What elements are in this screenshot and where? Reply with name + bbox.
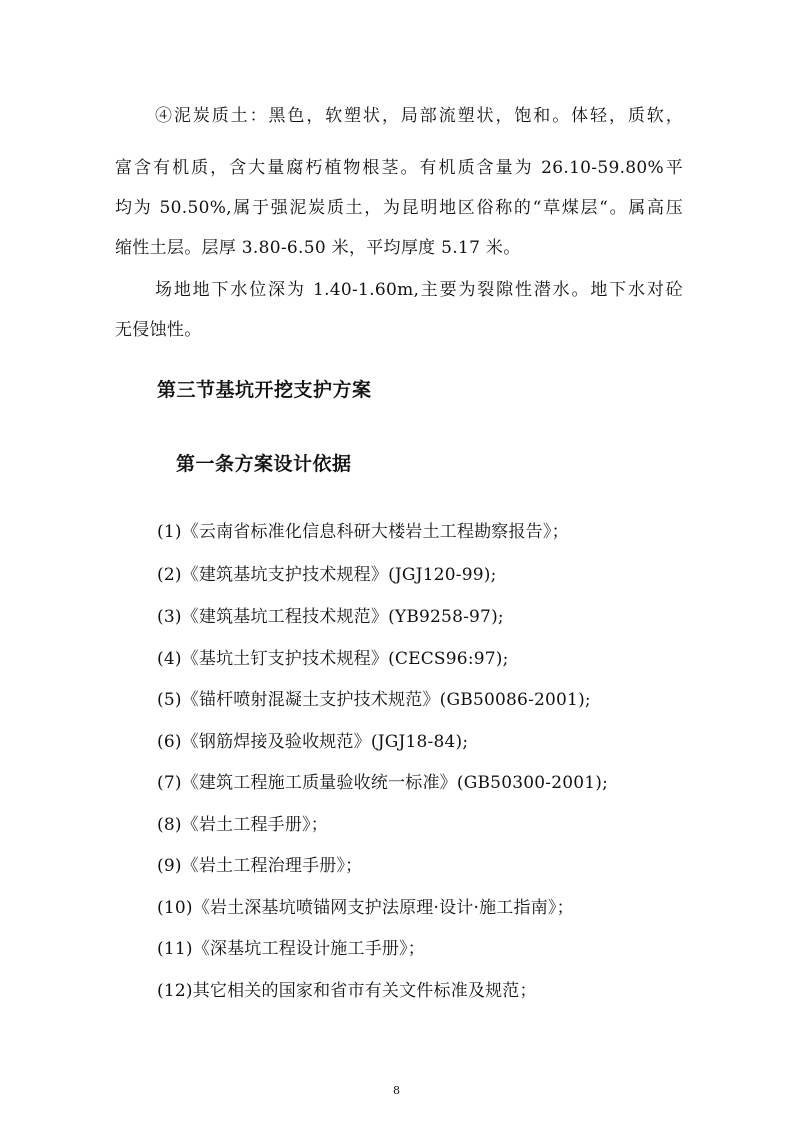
- reference-item: (10)《岩土深基坑喷锚网支护法原理·设计·施工指南》；: [157, 898, 574, 918]
- soil-layer-4-line-4: 缩性土层。层厚 3.80-6.50 米，平均厚度 5.17 米。: [115, 238, 521, 258]
- reference-item: (8)《岩土工程手册》；: [157, 815, 328, 835]
- soil-layer-4-line-2: 富含有机质，含大量腐朽植物根茎。有机质含量为 26.10-59.80%平: [115, 158, 683, 178]
- reference-item: (9)《岩土工程治理手册》；: [157, 856, 363, 876]
- reference-item: (3)《建筑基坑工程技术规范》(YB9258-97);: [157, 607, 504, 627]
- reference-item: (6)《钢筋焊接及验收规范》(JGJ18-84);: [157, 732, 469, 752]
- section-heading: 第三节基坑开挖支护方案: [157, 379, 372, 401]
- groundwater-line-2: 无侵蚀性。: [115, 320, 202, 340]
- reference-item: (4)《基坑土钉支护技术规程》(CECS96:97);: [157, 649, 509, 669]
- reference-item: (2)《建筑基坑支护技术规程》(JGJ120-99);: [157, 565, 497, 585]
- reference-item: (1)《云南省标准化信息科研大楼岩土工程勘察报告》；: [157, 522, 569, 542]
- reference-item: (12)其它相关的国家和省市有关文件标准及规范；: [157, 981, 537, 1001]
- reference-item: (11)《深基坑工程设计施工手册》；: [157, 939, 425, 959]
- reference-item: (7)《建筑工程施工质量验收统一标准》(GB50300-2001);: [157, 773, 609, 793]
- page-number: 8: [393, 1084, 400, 1097]
- groundwater-line-1: 场地地下水位深为 1.40-1.60m,主要为裂隙性潜水。地下水对砼: [155, 280, 683, 300]
- article-heading: 第一条方案设计依据: [176, 453, 352, 475]
- soil-layer-4-line-3: 均为 50.50%,属于强泥炭质土，为昆明地区俗称的“草煤层“。属高压: [115, 198, 683, 218]
- soil-layer-4-line-1: ④泥炭质土：黑色，软塑状，局部流塑状，饱和。体轻，质软，: [155, 106, 683, 126]
- reference-item: (5)《锚杆喷射混凝土支护技术规范》(GB50086-2001);: [157, 690, 591, 710]
